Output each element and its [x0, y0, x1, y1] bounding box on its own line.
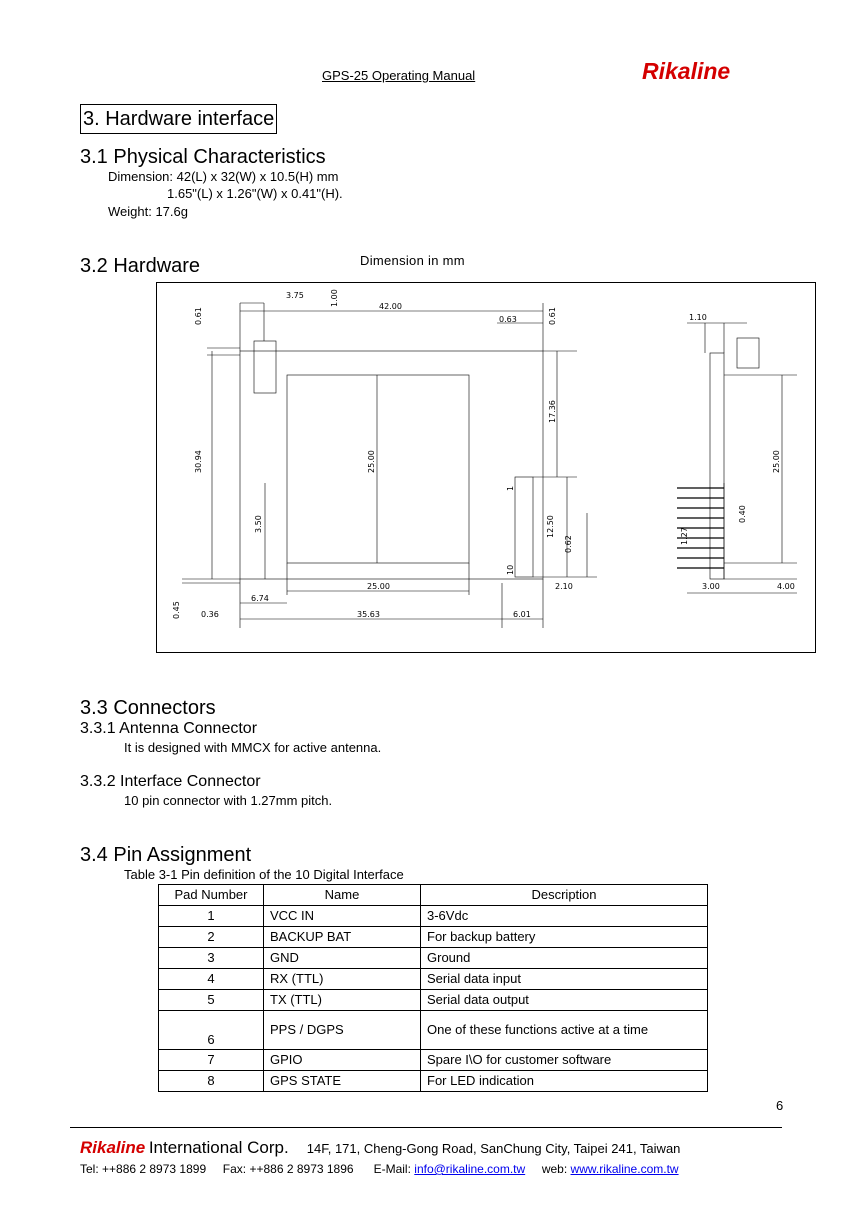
pad-cell: 7 [159, 1050, 264, 1071]
desc-cell: Serial data input [421, 969, 708, 990]
manual-title: GPS-25 Operating Manual [322, 68, 476, 83]
dim-0-61-left: 0.61 [194, 307, 203, 325]
hardware-heading: 3.2 Hardware [80, 255, 201, 277]
dim-12-50: 12.50 [546, 515, 555, 538]
board-outline [240, 351, 543, 579]
dim-side-3-00: 3.00 [702, 582, 720, 591]
dim-6-01: 6.01 [513, 610, 531, 619]
pin-table [158, 884, 708, 1092]
dim-35-63: 35.63 [357, 610, 380, 619]
table-row [159, 1011, 708, 1050]
name-cell: RX (TTL) [264, 969, 421, 990]
dimension-mm: Dimension: 42(L) x 32(W) x 10.5(H) mm [108, 169, 339, 184]
col-description: Description [421, 885, 708, 906]
col-pad-number: Pad Number [159, 885, 264, 906]
dim-side-1-27: 1.27 [680, 527, 689, 545]
dimension-inch: 1.65"(L) x 1.26"(W) x 0.41"(H). [167, 186, 343, 201]
connector-block [515, 477, 533, 577]
pad-cell: 2 [159, 927, 264, 948]
brand-logo: Rikaline [642, 58, 731, 84]
table-row [159, 927, 708, 948]
dim-30-94: 30.94 [194, 450, 203, 473]
connectors-heading: 3.3 Connectors [80, 697, 216, 719]
desc-cell: One of these functions active at a time [421, 1011, 708, 1050]
desc-cell: Ground [421, 948, 708, 969]
name-cell: PPS / DGPS [264, 1011, 421, 1050]
desc-cell: For backup battery [421, 927, 708, 948]
footer-address: 14F, 171, Cheng-Gong Road, SanChung City, Taipei 241, Taiwan [306, 1141, 681, 1156]
footer-divider [70, 1127, 782, 1128]
name-cell: GND [264, 948, 421, 969]
table-row [159, 969, 708, 990]
desc-cell: Spare I\O for customer software [421, 1050, 708, 1071]
dim-25-00-horizontal: 25.00 [367, 582, 390, 591]
interface-connector-heading: 3.3.2 Interface Connector [80, 773, 261, 790]
footer-corp-name: International Corp. [148, 1138, 289, 1157]
table-row [159, 906, 708, 927]
dimension-drawing-svg [157, 283, 815, 652]
name-cell: GPS STATE [264, 1071, 421, 1092]
interface-connector-text: 10 pin connector with 1.27mm pitch. [124, 793, 333, 808]
table-header-row [159, 885, 708, 906]
name-cell: BACKUP BAT [264, 927, 421, 948]
antenna-connector-text: It is designed with MMCX for active antenna. [124, 740, 382, 755]
footer-fax: Fax: ++886 2 8973 1896 [222, 1162, 354, 1176]
page-number: 6 [776, 1098, 784, 1113]
pad-cell: 8 [159, 1071, 264, 1092]
pin-assignment-heading: 3.4 Pin Assignment [80, 844, 252, 866]
footer-email-link[interactable]: info@rikaline.com.tw [414, 1162, 526, 1176]
table-row [159, 990, 708, 1011]
dim-0-61-right: 0.61 [548, 307, 557, 325]
pad-cell: 4 [159, 969, 264, 990]
name-cell: TX (TTL) [264, 990, 421, 1011]
pad-cell: 3 [159, 948, 264, 969]
dim-0-62: 0.62 [564, 535, 573, 553]
dim-6-74: 6.74 [251, 594, 269, 603]
side-view-board [710, 353, 724, 579]
name-cell: GPIO [264, 1050, 421, 1071]
pin-10-label: 10 [506, 564, 515, 575]
desc-cell: 3-6Vdc [421, 906, 708, 927]
desc-cell: Serial data output [421, 990, 708, 1011]
section-title: 3. Hardware interface [80, 104, 277, 134]
footer-brand-logo: Rikaline [80, 1138, 146, 1157]
dim-2-10: 2.10 [555, 582, 573, 591]
dim-0-36: 0.36 [201, 610, 219, 619]
table-row [159, 1071, 708, 1092]
footer-company-line [80, 1138, 680, 1158]
dim-side-25-00: 25.00 [772, 450, 781, 473]
table-row [159, 948, 708, 969]
name-cell: VCC IN [264, 906, 421, 927]
dim-3-75: 3.75 [286, 291, 304, 300]
dim-0-63: 0.63 [499, 315, 517, 324]
side-view-antenna [737, 338, 759, 368]
table-caption: Table 3-1 Pin definition of the 10 Digital Interface [124, 867, 404, 882]
col-name: Name [264, 885, 421, 906]
pad-cell: 1 [159, 906, 264, 927]
antenna-connector-heading: 3.3.1 Antenna Connector [80, 720, 258, 737]
dim-1-00: 1.00 [330, 289, 339, 307]
weight: Weight: 17.6g [108, 204, 188, 219]
pad-cell: 5 [159, 990, 264, 1011]
footer-contact-line [80, 1162, 679, 1176]
dimension-caption: Dimension in mm [360, 253, 465, 268]
dim-25-00-vertical: 25.00 [367, 450, 376, 473]
table-row [159, 1050, 708, 1071]
footer-web-link[interactable]: www.rikaline.com.tw [570, 1162, 679, 1176]
pad-cell: 6 [159, 1011, 264, 1050]
dim-side-0-40: 0.40 [738, 505, 747, 523]
dim-0-45: 0.45 [172, 601, 181, 619]
pin-1-label: 1 [506, 485, 515, 491]
shield-outline [287, 375, 469, 563]
dim-side-4-00: 4.00 [777, 582, 795, 591]
physical-heading: 3.1 Physical Characteristics [80, 146, 326, 168]
dim-3-50: 3.50 [254, 515, 263, 533]
desc-cell: For LED indication [421, 1071, 708, 1092]
antenna-connector-shape [254, 341, 276, 393]
footer-tel: Tel: ++886 2 8973 1899 [80, 1162, 207, 1176]
footer-email-label: E-Mail: [373, 1162, 411, 1176]
dim-side-1-10: 1.10 [689, 313, 707, 322]
dim-17-36: 17.36 [548, 400, 557, 423]
mechanical-drawing [156, 282, 816, 653]
dim-42-00: 42.00 [379, 302, 402, 311]
footer-web-label: web: [541, 1162, 568, 1176]
